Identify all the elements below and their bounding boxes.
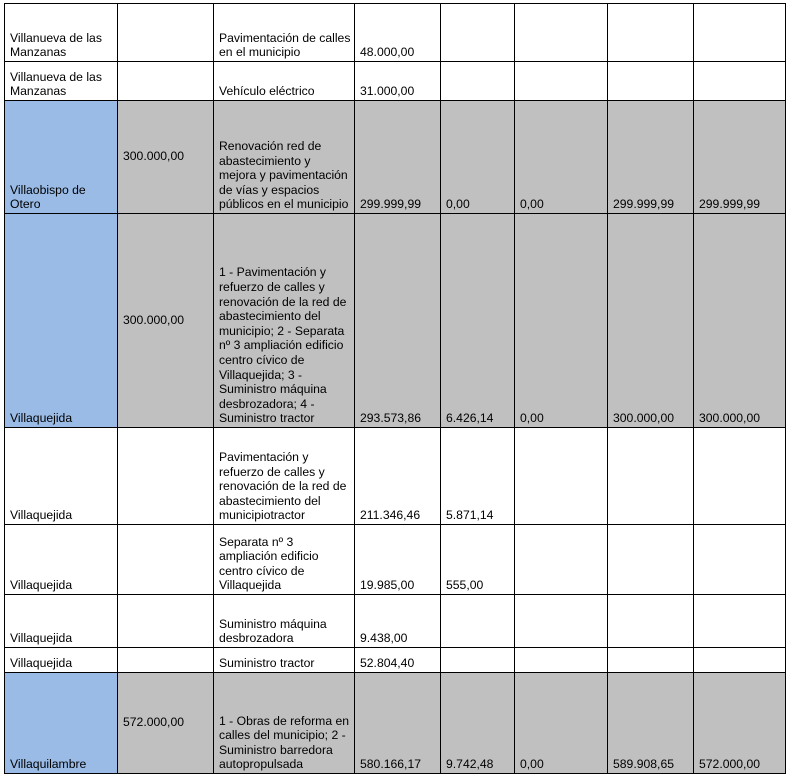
amount-cell-7 xyxy=(608,648,694,673)
amount-cell-8 xyxy=(694,648,786,673)
amount-cell-6 xyxy=(515,62,608,101)
amount-cell-7: 589.908,65 xyxy=(608,673,694,774)
importe-cell: 52.804,40 xyxy=(355,648,441,673)
amount-cell-7: 300.000,00 xyxy=(608,214,694,428)
amount-cell-6 xyxy=(515,428,608,525)
amount-cell-8 xyxy=(694,4,786,62)
table-body xyxy=(5,4,786,774)
amount-cell-8: 300.000,00 xyxy=(694,214,786,428)
table-row xyxy=(5,4,786,62)
presupuesto-cell xyxy=(118,62,214,101)
presupuesto-cell xyxy=(118,428,214,525)
table-row xyxy=(5,595,786,648)
amount-cell-8 xyxy=(694,428,786,525)
actuacion-cell: Pavimentación y refuerzo de calles y renovación de la red de abastecimiento del municipiotractor xyxy=(214,428,355,525)
table-row xyxy=(5,525,786,595)
amount-cell-5: 5.871,14 xyxy=(441,428,515,525)
actuacion-cell: Suministro máquina desbrozadora xyxy=(214,595,355,648)
table-row xyxy=(5,673,786,774)
municipio-cell: Villaquejida xyxy=(5,595,118,648)
amount-cell-5: 0,00 xyxy=(441,101,515,214)
amount-cell-7 xyxy=(608,595,694,648)
presupuesto-cell: 300.000,00 xyxy=(118,214,214,428)
amount-cell-5: 9.742,48 xyxy=(441,673,515,774)
amount-cell-5 xyxy=(441,648,515,673)
amount-cell-6 xyxy=(515,648,608,673)
amount-cell-5 xyxy=(441,62,515,101)
municipio-cell: Villanueva de las Manzanas xyxy=(5,4,118,62)
importe-cell: 580.166,17 xyxy=(355,673,441,774)
amount-cell-8 xyxy=(694,595,786,648)
amount-cell-7 xyxy=(608,428,694,525)
municipio-cell: Villanueva de las Manzanas xyxy=(5,62,118,101)
amount-cell-5: 555,00 xyxy=(441,525,515,595)
municipio-cell: Villaquejida xyxy=(5,214,118,428)
amount-cell-6: 0,00 xyxy=(515,101,608,214)
presupuesto-cell: 300.000,00 xyxy=(118,101,214,214)
municipio-cell: Villaquejida xyxy=(5,648,118,673)
presupuesto-cell xyxy=(118,4,214,62)
amount-cell-8: 299.999,99 xyxy=(694,101,786,214)
municipio-cell: Villaquilambre xyxy=(5,673,118,774)
actuacion-cell: Separata nº 3 ampliación edificio centro cívico de Villaquejida xyxy=(214,525,355,595)
amount-cell-5 xyxy=(441,4,515,62)
municipio-cell: Villaobispo de Otero xyxy=(5,101,118,214)
actuacion-cell: Vehículo eléctrico xyxy=(214,62,355,101)
importe-cell: 299.999,99 xyxy=(355,101,441,214)
amount-cell-8: 572.000,00 xyxy=(694,673,786,774)
amount-cell-7 xyxy=(608,525,694,595)
presupuesto-cell xyxy=(118,648,214,673)
importe-cell: 293.573,86 xyxy=(355,214,441,428)
amount-cell-7 xyxy=(608,62,694,101)
amount-cell-8 xyxy=(694,62,786,101)
actuacion-cell: Suministro tractor xyxy=(214,648,355,673)
subsidy-table xyxy=(4,3,786,774)
table-row xyxy=(5,428,786,525)
table-row xyxy=(5,214,786,428)
presupuesto-cell xyxy=(118,595,214,648)
amount-cell-6: 0,00 xyxy=(515,214,608,428)
amount-cell-7: 299.999,99 xyxy=(608,101,694,214)
actuacion-cell: Renovación red de abastecimiento y mejora y pavimentación de vías y espacios públicos en el municipio xyxy=(214,101,355,214)
amount-cell-6 xyxy=(515,4,608,62)
amount-cell-6: 0,00 xyxy=(515,673,608,774)
municipio-cell: Villaquejida xyxy=(5,525,118,595)
table-row xyxy=(5,62,786,101)
actuacion-cell: 1 - Pavimentación y refuerzo de calles y renovación de la red de abastecimiento del municipio; 2 - Separata nº 3 ampliación edificio centro cívico de Villaquejida; 3 - Suministro máquina desbrozadora; 4 - Suministro tractor xyxy=(214,214,355,428)
actuacion-cell: 1 - Obras de reforma en calles del municipio; 2 - Suministro barredora autopropulsada xyxy=(214,673,355,774)
importe-cell: 211.346,46 xyxy=(355,428,441,525)
municipio-cell: Villaquejida xyxy=(5,428,118,525)
table-row xyxy=(5,101,786,214)
amount-cell-5: 6.426,14 xyxy=(441,214,515,428)
table-row xyxy=(5,648,786,673)
amount-cell-6 xyxy=(515,525,608,595)
actuacion-cell: Pavimentación de calles en el municipio xyxy=(214,4,355,62)
amount-cell-8 xyxy=(694,525,786,595)
importe-cell: 19.985,00 xyxy=(355,525,441,595)
importe-cell: 9.438,00 xyxy=(355,595,441,648)
presupuesto-cell: 572.000,00 xyxy=(118,673,214,774)
amount-cell-7 xyxy=(608,4,694,62)
importe-cell: 48.000,00 xyxy=(355,4,441,62)
presupuesto-cell xyxy=(118,525,214,595)
importe-cell: 31.000,00 xyxy=(355,62,441,101)
amount-cell-5 xyxy=(441,595,515,648)
amount-cell-6 xyxy=(515,595,608,648)
